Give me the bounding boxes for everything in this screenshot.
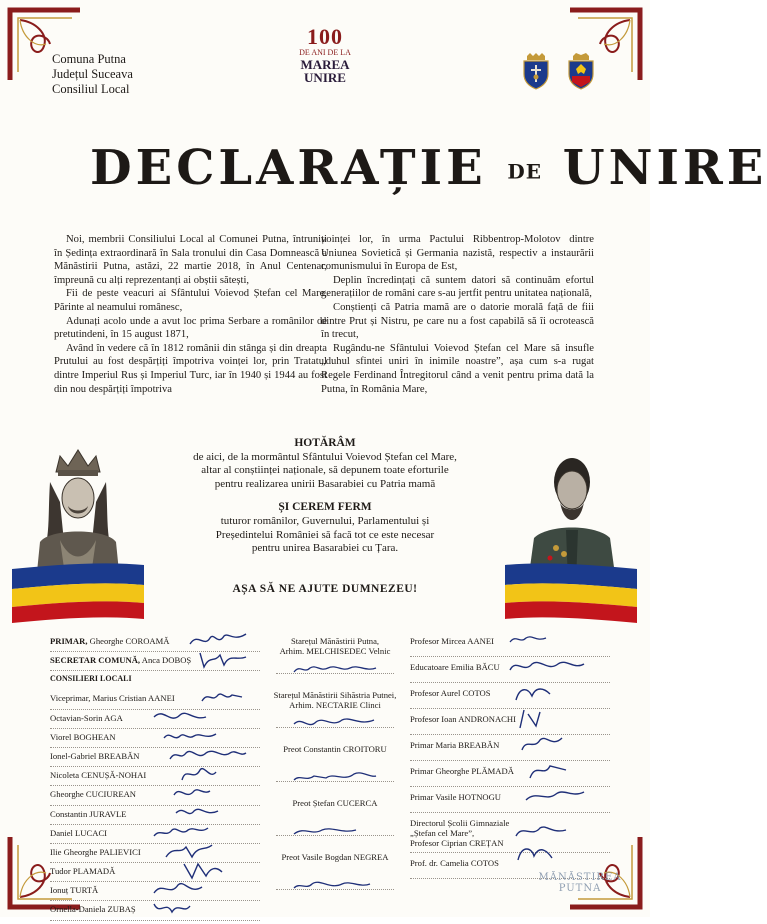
signatory-role: SECRETAR COMUNĂ, — [50, 655, 141, 666]
issuer-line: Consiliul Local — [52, 82, 130, 96]
handwritten-signature — [290, 660, 380, 678]
signature-row — [50, 904, 260, 923]
signatory-name: Ornella-Daniela ZUBAȘ — [50, 904, 136, 915]
signatory-name: Arhim. MELCHISEDEC Velnic — [279, 646, 391, 656]
title-part: DECLARAȚIE — [90, 140, 487, 196]
signatory-name: Primar Vasile HOTNOGU — [410, 792, 502, 802]
handwritten-signature — [172, 803, 232, 823]
body-paragraph: Rugându-ne Sfântului Voievod Ștefan cel Mare să insufle „duhul sfintei uniri în inimile noastre”, așa cum s-a rugat Regele Ferdinand Întregitorul când a venit pentru prima dată la Putna, în România Mare, — [321, 342, 594, 395]
handwritten-signature — [506, 786, 586, 808]
signatory-name: Anca DOBOȘ — [141, 655, 192, 666]
handwritten-signature — [506, 656, 586, 678]
signatory-name: Ionuț TURTĂ — [50, 885, 99, 896]
signatory-role: Starețul Mănăstirii Putna, — [290, 636, 380, 646]
signatory-name: Viorel BOGHEAN — [50, 731, 116, 742]
body-paragraph: Deplin încredințați că suntem datori să continuăm efortul generațiilor de români care s-au jertfit pentru unitatea națională, — [321, 274, 594, 300]
document-title — [90, 138, 767, 202]
title-part: UNIRE — [562, 140, 767, 196]
demand-line: tuturor românilor, Guvernului, Parlamentului și — [220, 514, 430, 527]
handwritten-signature — [290, 768, 380, 786]
signatory-name: Profesor Ioan ANDRONACHI — [410, 714, 516, 724]
handwritten-signature — [150, 879, 210, 899]
demand-heading: ȘI CEREM FERM — [278, 501, 372, 514]
signatory-name: Prof. dr. Camelia COTOS — [410, 858, 499, 868]
signatory-name: Daniel LUCACI — [50, 827, 108, 838]
body-paragraph: Având în vedere că în 1812 românii din stânga și din dreapta Prutului au fost despărțiți împotriva voinței lor, prin Tratatul dintre Imperiul Rus și Imperiul Turc, iar în 1940 și 1944 au fost din nou despărțiți împotriva — [54, 342, 327, 395]
tricolor-ribbon — [505, 555, 637, 623]
centenary-logo — [285, 26, 365, 84]
signatory-name: Primar Maria BREABĂN — [410, 740, 500, 750]
signatory-name: Educatoare Emilia BĂCU — [410, 662, 500, 672]
signatory-name: Profesor Mircea AANEI — [410, 636, 495, 646]
handwritten-signature — [506, 822, 586, 844]
signatory-name: Constantin JURAVLE — [50, 808, 127, 819]
handwritten-signature — [152, 822, 212, 842]
signatory-name: Ionel-Gabriel BREABĂN — [50, 750, 140, 761]
signatory-role: „Ștefan cel Mare”, — [410, 828, 475, 838]
signatories-guests — [410, 636, 610, 884]
signatory-name: Octavian-Sorin AGA — [50, 712, 123, 723]
signatory-name: Ilie Gheorghe PALIEVICI — [50, 846, 141, 857]
handwritten-signature — [162, 726, 222, 746]
monastery-watermark — [526, 872, 634, 894]
handwritten-signature — [178, 860, 238, 880]
signatory-name: Primar Gheorghe PLĂMADĂ — [410, 766, 514, 776]
signature-entry — [410, 792, 610, 818]
signatory-name: Nicoleta CENUȘĂ-NOHAI — [50, 770, 147, 781]
body-paragraph: Conștienți că Patria mamă are o datorie morală față de fiii dintre Prut și Nistru, pe care nu a fost capabilă să îi ocrotească în trecut, — [321, 301, 594, 341]
handwritten-signature — [198, 687, 258, 707]
handwritten-signature — [506, 630, 586, 652]
handwritten-signature — [506, 708, 586, 730]
closing-invocation: AȘA SĂ NE AJUTE DUMNEZEU! — [232, 583, 418, 595]
handwritten-signature — [188, 630, 248, 650]
centenary-number: 100 — [307, 24, 343, 49]
handwritten-signature — [290, 822, 380, 840]
signature-entry — [268, 744, 402, 798]
watermark-line: PUTNA — [558, 883, 602, 894]
handwritten-signature — [506, 734, 586, 756]
county-coat-of-arms-icon — [566, 52, 596, 90]
body-paragraph: Fii de peste veacuri ai Sfântului Voievod Ștefan cel Mare, Părinte al neamului românesc, — [54, 288, 327, 313]
signature-entry — [268, 636, 402, 690]
section-label: CONSILIERI LOCALI — [50, 674, 132, 684]
signatory-role: Directorul Școlii Gimnaziale — [410, 818, 510, 828]
signatory-name: Gheorghe CUCIUREAN — [50, 789, 137, 800]
centenary-line2: UNIRE — [304, 70, 346, 85]
signatory-name: Preot Ștefan CUCERCA — [292, 798, 378, 808]
signatory-name: Gheorghe COROAMĂ — [89, 636, 170, 646]
signatory-name: Tudor PLAMADĂ — [50, 866, 116, 877]
signature-entry — [268, 690, 402, 744]
handwritten-signature — [170, 783, 230, 803]
body-column-right — [321, 233, 594, 396]
signatories-local-council — [50, 636, 260, 924]
demand-line: pentru unirea Basarabiei cu Țara. — [251, 542, 399, 555]
handwritten-signature — [506, 682, 586, 704]
handwritten-signature — [176, 764, 236, 784]
signatories-clergy — [268, 636, 402, 906]
issuer-line: Comuna Putna — [52, 52, 126, 66]
signatory-name: Preot Constantin CROITORU — [283, 744, 387, 754]
issuer-line: Județul Suceava — [52, 67, 133, 81]
signature-entry — [268, 852, 402, 906]
signatory-role: Starețul Mănăstirii Sihăstria Putnei, — [273, 690, 397, 700]
signatory-name: Profesor Ciprian CREȚAN — [410, 838, 504, 848]
handwritten-signature — [150, 898, 210, 918]
handwritten-signature — [290, 876, 380, 894]
signature-row — [50, 655, 260, 674]
handwritten-signature — [162, 841, 222, 861]
body-paragraph: Adunați acolo unde a avut loc prima Serbare a românilor de pretutindeni, în 15 august 1871, — [54, 315, 327, 341]
handwritten-signature — [150, 707, 210, 727]
decision-heading: HOTĂRÂM — [294, 437, 356, 449]
title-part: DE — [507, 159, 542, 184]
signatory-name: Viceprimar, Marius Cristian AANEI — [50, 693, 175, 704]
decision-line: pentru realizarea unirii Basarabiei cu Patria mamă — [214, 477, 436, 490]
body-paragraph: Noi, membrii Consiliului Local al Comunei Putna, întruniți în Ședința extraordinară în Sala tronului din Casa Domnească a Mănăstirii Putna, astăzi, 22 martie 2018, în Anul Centenar, împreună cu alți reprezentanți ai obștii sătești, — [54, 234, 327, 286]
handwritten-signature — [196, 649, 256, 669]
issuer-block — [52, 52, 133, 97]
centenary-line1: MAREA — [300, 57, 350, 72]
body-paragraph: voinței lor, în urma Pactului Ribbentrop-Molotov dintre Uniunea Sovietică și Germania nazistă, respectiv a instaurării comunismului în Europa de Est, — [321, 234, 594, 273]
watermark-line: MĂNĂSTIREA — [538, 872, 622, 883]
demand-line: Președintelui României să facă tot ce este necesar — [215, 528, 435, 541]
handwritten-signature — [168, 745, 248, 765]
signatory-name: Arhim. NECTARIE Clinci — [289, 700, 381, 710]
decision-block — [145, 437, 505, 556]
signatory-role: PRIMAR, — [50, 636, 88, 646]
handwritten-signature — [506, 842, 586, 864]
signature-row — [50, 828, 260, 847]
signatory-name: Profesor Aurel COTOS — [410, 688, 491, 698]
tricolor-ribbon — [12, 555, 144, 623]
commune-coat-of-arms-icon — [521, 52, 551, 90]
decision-line: altar al conștiinței naționale, să depunem toate eforturile — [201, 464, 449, 477]
decision-line: de aici, de la mormântul Sfântului Voievod Ștefan cel Mare, — [193, 450, 457, 463]
body-column-left — [54, 233, 327, 396]
handwritten-signature — [506, 760, 586, 782]
signature-row — [50, 713, 260, 732]
handwritten-signature — [290, 714, 380, 732]
centenary-sub: DE ANI DE LA — [299, 48, 351, 57]
signature-entry — [268, 798, 402, 852]
signatory-name: Preot Vasile Bogdan NEGREA — [281, 852, 389, 862]
